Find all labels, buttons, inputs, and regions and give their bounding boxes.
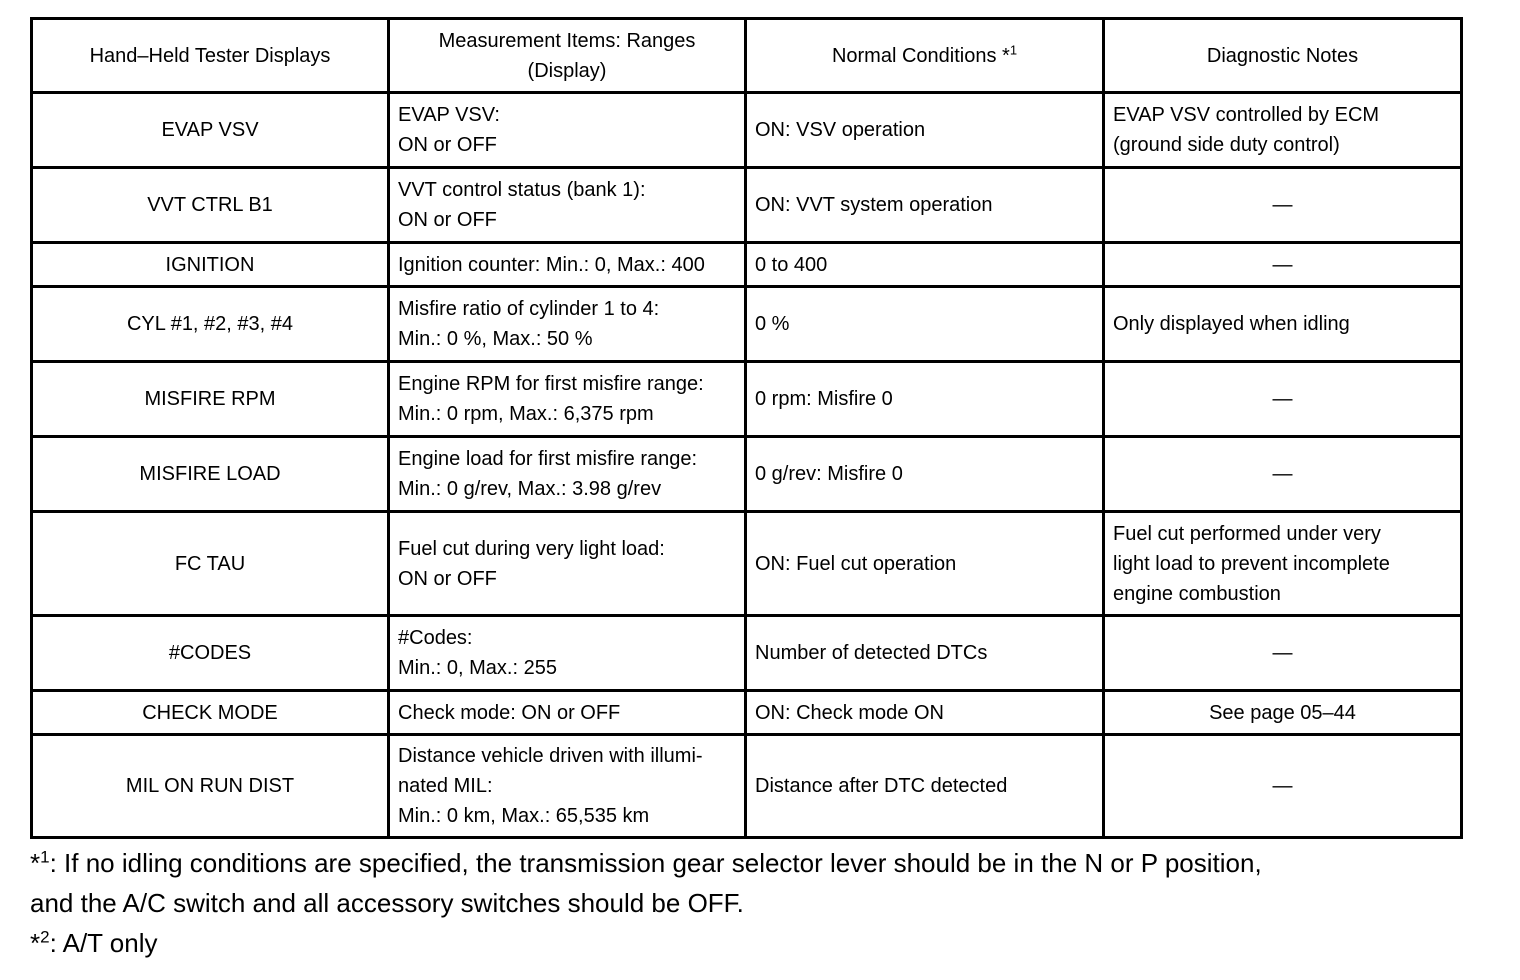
cell-notes: — bbox=[1104, 243, 1462, 287]
cell-measurement: Engine RPM for first misfire range: Min.: 0 rpm, Max.: 6,375 rpm bbox=[389, 362, 746, 437]
table-row bbox=[32, 243, 1462, 287]
cell-normal: ON: VSV operation bbox=[746, 93, 1104, 168]
cell-normal: 0 g/rev: Misfire 0 bbox=[746, 437, 1104, 512]
cell-display: MIL ON RUN DIST bbox=[32, 735, 389, 838]
cell-measurement: EVAP VSV: ON or OFF bbox=[389, 93, 746, 168]
cell-measurement: Distance vehicle driven with illumi- nated MIL: Min.: 0 km, Max.: 65,535 km bbox=[389, 735, 746, 838]
cell-notes: — bbox=[1104, 437, 1462, 512]
data-list-table bbox=[30, 17, 1463, 839]
cell-measurement: VVT control status (bank 1): ON or OFF bbox=[389, 168, 746, 243]
header-normal-conditions: Normal Conditions *$^1$ bbox=[746, 19, 1104, 93]
cell-normal: 0 rpm: Misfire 0 bbox=[746, 362, 1104, 437]
footnote-2: *$^2$: A/T only bbox=[30, 927, 158, 958]
table-row bbox=[32, 691, 1462, 735]
table-row bbox=[32, 287, 1462, 362]
cell-normal: Distance after DTC detected bbox=[746, 735, 1104, 838]
cell-display: VVT CTRL B1 bbox=[32, 168, 389, 243]
footnote-ref-1: 1 bbox=[1009, 41, 1018, 57]
cell-display: #CODES bbox=[32, 616, 389, 691]
cell-normal: ON: VVT system operation bbox=[746, 168, 1104, 243]
table-header-row bbox=[32, 19, 1462, 93]
table-row bbox=[32, 512, 1462, 616]
header-tester-displays: Hand–Held Tester Displays bbox=[32, 19, 389, 93]
cell-notes: See page 05–44 bbox=[1104, 691, 1462, 735]
table-row bbox=[32, 616, 1462, 691]
cell-display: EVAP VSV bbox=[32, 93, 389, 168]
table-row bbox=[32, 93, 1462, 168]
cell-display: MISFIRE LOAD bbox=[32, 437, 389, 512]
table-row bbox=[32, 437, 1462, 512]
cell-notes: — bbox=[1104, 362, 1462, 437]
table-row bbox=[32, 168, 1462, 243]
cell-normal: Number of detected DTCs bbox=[746, 616, 1104, 691]
cell-display: CHECK MODE bbox=[32, 691, 389, 735]
footnote-1: *$^1$: If no idling conditions are specified, the transmission gear selector lever should be in the N or P position, and the A/C switch and all accessory switches should be OFF. bbox=[30, 847, 1262, 918]
cell-normal: ON: Check mode ON bbox=[746, 691, 1104, 735]
cell-measurement: #Codes: Min.: 0, Max.: 255 bbox=[389, 616, 746, 691]
cell-normal: 0 % bbox=[746, 287, 1104, 362]
cell-notes: — bbox=[1104, 168, 1462, 243]
cell-display: FC TAU bbox=[32, 512, 389, 616]
cell-measurement: Ignition counter: Min.: 0, Max.: 400 bbox=[389, 243, 746, 287]
header-measurement-items: Measurement Items: Ranges (Display) bbox=[389, 19, 746, 93]
cell-measurement: Engine load for first misfire range: Min.: 0 g/rev, Max.: 3.98 g/rev bbox=[389, 437, 746, 512]
cell-normal: 0 to 400 bbox=[746, 243, 1104, 287]
table-body bbox=[32, 93, 1462, 838]
cell-display: MISFIRE RPM bbox=[32, 362, 389, 437]
header-diagnostic-notes: Diagnostic Notes bbox=[1104, 19, 1462, 93]
cell-notes: EVAP VSV controlled by ECM (ground side duty control) bbox=[1104, 93, 1462, 168]
document-page bbox=[30, 17, 1464, 963]
cell-normal: ON: Fuel cut operation bbox=[746, 512, 1104, 616]
table-row bbox=[32, 735, 1462, 838]
cell-display: IGNITION bbox=[32, 243, 389, 287]
cell-measurement: Misfire ratio of cylinder 1 to 4: Min.: 0 %, Max.: 50 % bbox=[389, 287, 746, 362]
table-row bbox=[32, 362, 1462, 437]
footnotes bbox=[30, 843, 1464, 963]
cell-notes: — bbox=[1104, 735, 1462, 838]
cell-notes: Fuel cut performed under very light load to prevent incomplete engine combustion bbox=[1104, 512, 1462, 616]
cell-measurement: Check mode: ON or OFF bbox=[389, 691, 746, 735]
cell-measurement: Fuel cut during very light load: ON or OFF bbox=[389, 512, 746, 616]
cell-notes: — bbox=[1104, 616, 1462, 691]
cell-display: CYL #1, #2, #3, #4 bbox=[32, 287, 389, 362]
cell-notes: Only displayed when idling bbox=[1104, 287, 1462, 362]
